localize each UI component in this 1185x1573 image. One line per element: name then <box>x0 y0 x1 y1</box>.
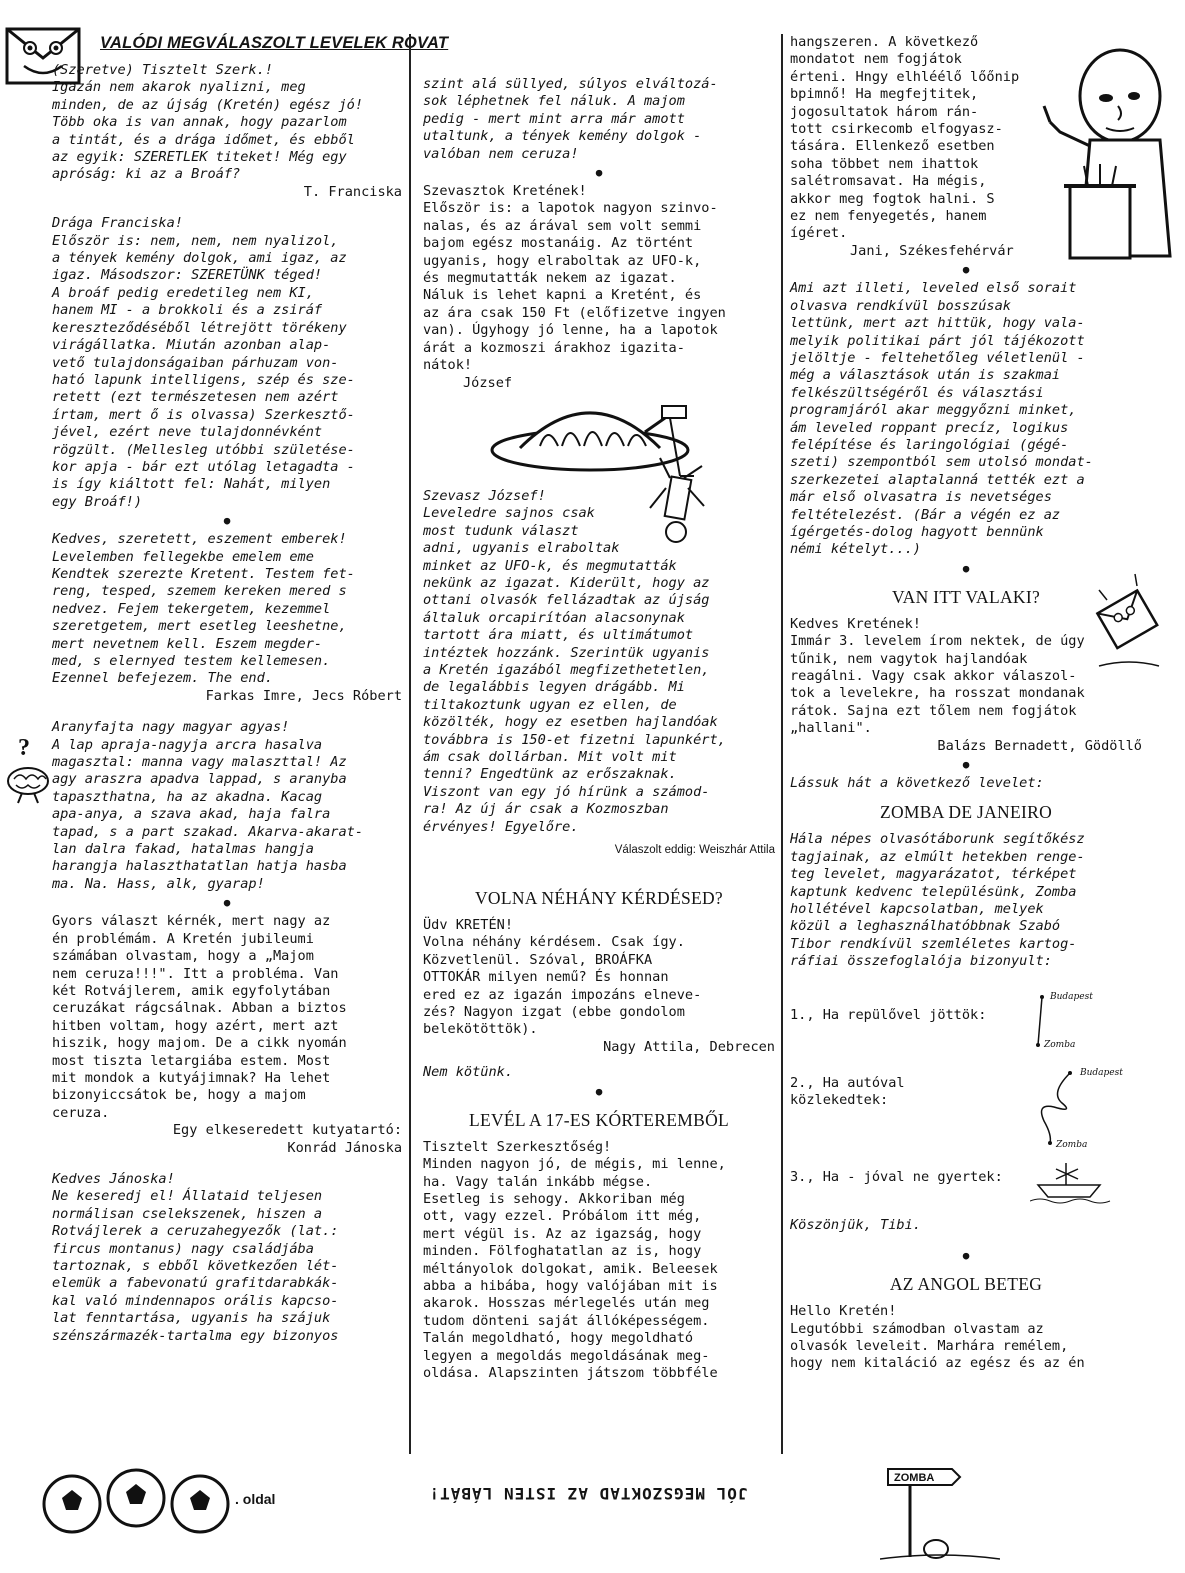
signature-farkas: Farkas Imre, Jecs Róbert <box>205 687 402 704</box>
reply-jozsef: Szevasz József! Leveledre sajnos csak most tudunk választ adni, ugyanis elraboltak minket az UFO-k, és megmutatták nekünk az igazat. Kiderült, hogy az ottani olvasók fellázadtak az újság általuk orcapirítóan alacsonynak tartott ára miatt, és ultimátumot intéztek hozzánk. Szerintük ugyanis a Kretén igazából megfizethetetlen, de legalábbis legyen drágább. Mi tiltakoztunk ugyan ez ellen, de közölték, hogy ez esetben hajlandóak továbbra is 150-et fizetni lapunkért, ám csak dollárban. Mit volt mit tenni? Engedtünk az erőszaknak. Viszont van egy jó hírünk a számod- ra! Az új ár csak a Kozmoszban érvényes! Egyelőre. <box>423 487 726 835</box>
brain-question-icon <box>2 735 62 805</box>
section-title: VALÓDI MEGVÁLASZOLT LEVELEK ROVAT <box>100 34 449 52</box>
map-label-plane: 1., Ha repülővel jöttök: <box>790 1006 987 1023</box>
heading-az-angol-beteg: AZ ANGOL BETEG <box>889 1274 1043 1295</box>
heading-volna-nehany-kerdesed: VOLNA NÉHÁNY KÉRDÉSED? <box>474 888 723 909</box>
map-plane-sketch-icon <box>1030 985 1140 1057</box>
reply-balazs: Lássuk hát a következő levelet: <box>790 775 1044 792</box>
map-route-plane <box>790 985 1142 1063</box>
reply-konrad-continued: szint alá süllyed, súlyos elváltozá- sok léphetnek fel náluk. A majom pedig - mert mint arra már amott utaltunk, a tények kemény dolgok - valóban nem ceruza! <box>423 76 718 162</box>
column-divider <box>409 34 411 1454</box>
heading-zomba-de-janeiro: ZOMBA DE JANEIRO <box>879 802 1053 823</box>
map-route-car <box>790 1063 1142 1155</box>
letter-nagy-attila: Üdv KRETÉN! Volna néhány kérdésem. Csak így. Közvetlenül. Szóval, BROÁFKA OTTOKÁR milyen nemű? És honnan ered ez az igazán impozáns elneve- zés? Nagyon izgat (ebbe gondolom belekötöttök). <box>423 917 702 1038</box>
map-route-boat <box>790 1155 1142 1217</box>
ufo-abduction-icon <box>480 388 750 568</box>
football-page-number-icon <box>40 1460 230 1540</box>
separator-dot: ● <box>595 1084 603 1098</box>
signature-balazs: Balázs Bernadett, Gödöllő <box>937 737 1142 754</box>
separator-dot: ● <box>962 561 970 575</box>
map-car-sketch-icon <box>1010 1063 1140 1153</box>
separator-dot: ● <box>962 263 970 277</box>
signature-jani: Jani, Székesfehérvár <box>850 242 1014 259</box>
reply-franciska: Drága Franciska! Először is: nem, nem, nem nyalizol, a tények kemény dolgok, ami igaz, az igaz. Másodszor: SZERETÜNK téged! A broáf pedig eredetileg nem KI, hanem MI - a brokkoli és a zsiráf kereszteződéséből létrejött törékeny virágállatka. Miután azonban alap- vető tulajdonságaiban párhuzam von- ható lapunk intelligens, szép és sze- retett (ezt természetesen nem azért írtam, mert ő is olvassa) Szerkesztő- jével, ezért neve tulajdonnévként rögzült. (Mellesleg utóbbi születése- kor apja - bár ezt utólag letagadta - is így kiáltott fel: Nahát, milyen egy Broáf!) <box>52 215 355 510</box>
reply-jani: Ami azt illeti, leveled első sorait olvasva rendkívül bosszúsak lettünk, mert azt hittük, hogy vala- melyik politikai párt jól tájékozott jelöltje - feltehetőleg véletlenül - még a választások után is szakmai felkészültségéről és választási programjáról akar meggyőzni minket, ám leveled roppant precíz, logikus felépítése és laringológiai (gégé- szeti) szempontból sem utolsó mondat- szerkezetei alaptalanná tették ezt a már első olvasatra is nevetséges feltételezést. (Bár a végén ez az ígérgetés-dolog hagyott bennünk némi kételyt...) <box>790 280 1093 558</box>
separator-dot: ● <box>223 896 231 910</box>
letter-korterem-continued: hangszeren. A következő mondatot nem fogjátok érteni. Hngy elhléélő lőőnip bpimnő! Ha megfejtitek, jogosultatok három rán- tott csirkecomb elfogyasz- tására. Ellenkező esetben soha többet nem ihattok salétromsavat. Ha mégis, akkor meg fogtok halni. S ez nem fenyegetés, hanem ígéret. <box>790 34 1020 242</box>
map-from-label: Budapest <box>1080 1067 1123 1078</box>
map-to-label: Zomba <box>1056 1139 1088 1150</box>
reply-farkas: Aranyfajta nagy magyar agyas! A lap apraja-nagyja arcra hasalva magasztal: manna vagy malaszttal! Az agy araszra apadva lappad, s aranyba tapaszthatna, ha az akadna. Kacag apa-anya, a szava akad, haja falra tapad, s a part szakad. Akarva-akarat- lan dalra fakad, hatalmas hangja harangja halaszthatatlan hatja hasba ma. Na. Hass, alk, gyarap! <box>52 719 363 892</box>
map-label-boat: 3., Ha - jóval ne gyertek: <box>790 1168 1003 1185</box>
upside-down-slogan: JÓL MEGSZOKTAD AZ ISTEN LÁBÁT! <box>428 1484 748 1503</box>
separator-dot: ● <box>595 166 603 180</box>
signature-nagy-attila: Nagy Attila, Debrecen <box>603 1038 775 1055</box>
bald-speaker-cartoon-icon <box>1040 36 1180 266</box>
separator-dot: ● <box>223 514 231 528</box>
page-number-label: . oldal <box>235 1491 276 1507</box>
thanks-tibi: Köszönjük, Tibi. <box>790 1216 921 1233</box>
answer-credit: Válaszolt eddig: Weiszhár Attila <box>614 844 775 857</box>
column-1 <box>52 62 402 1345</box>
falling-envelope-cartoon-icon <box>1085 570 1175 680</box>
reply-konrad: Kedves Jánoska! Ne keseredj el! Állataid teljesen normálisan cselekszenek, hiszen a Rotvájlerek a ceruzahegyezők (lat.: fircus montanus) nagy családjába tartoznak, s ebből következően lét- elemük a fabevonatú grafitdarabkák- kal való mindennapos orális kapcso- lat fenntartása, ugyanis ha szájuk szénszármazék-tartalma egy bizonyos <box>52 1170 339 1344</box>
letter-farkas: Kedves, szeretett, eszement emberek! Levelemben fellegekbe emelem eme Kendtek szerezte Kretent. Testem fet- reng, tesped, szemem kereken mered s nedvez. Fejem tekergetem, kezemmel szeretgetem, mert esetleg leeshetne, mert nevetnem kell. Eszem megder- med, s elernyed testem kellemesen. Ezennel befejezem. The end. <box>52 531 355 687</box>
reply-nagy-attila: Nem kötünk. <box>423 1064 514 1081</box>
heading-van-itt-valaki: VAN ITT VALAKI? <box>891 586 1041 607</box>
letter-zomba-intro: Hála népes olvasótáborunk segítőkész tagjainak, az elmúlt hetekben renge- teg levelet, magyarázatot, térképet kaptunk kedvenc településünk, Zomba hollétével kapcsolatban, melyek közül a leghasználhatóbbnak Szabó Tibor rendkívül szemléletes kartog- ráfiai összefoglalója bizonyult: <box>790 831 1085 970</box>
heading-level-a-korterembol: LEVÉL A 17-ES KÓRTEREMBŐL <box>468 1109 730 1130</box>
separator-dot: ● <box>962 1249 970 1263</box>
map-from-label: Budapest <box>1050 991 1093 1002</box>
svg-text:?: ? <box>18 735 30 761</box>
signpost-label: ZOMBA <box>894 1472 935 1484</box>
map-to-label: Zomba <box>1044 1039 1076 1050</box>
column-divider <box>781 34 783 1454</box>
letter-jozsef: Szevasztok Kretének! Először is: a lapotok nagyon szinvo- nalas, és az árával sem volt semmi bajom egész mostanáig. Az történt ugyanis, hogy elraboltak az UFO-k, és megmutatták nekem az igazat. Náluk is lehet kapni a Kretént, és az ára csak 150 Ft (előfizetve ingyen van). Úgyhogy jó lenne, ha a lapotok árát a kozmoszi árakhoz igazita- nátok! <box>423 183 726 374</box>
letter-konrad: Gyors választ kérnék, mert nagy az én problémám. A Kretén jubileumi számában olvastam, hogy a „Majom nem ceruza!!!". Itt a probléma. Van két Rotvájlerem, amik egyfolytában ceruzákat rágcsálnak. Abban a biztos hitben voltam, hogy azért, mert azt hiszik, hogy majom. De a cikk nyomán most tiszta letargiába estem. Most mit mondok a kutyájimnak? Ha lehet bizonyiccsátok be, hogy a majom ceruza. <box>52 913 347 1121</box>
map-label-car: 2., Ha autóval közlekedtek: <box>790 1074 905 1109</box>
letter-korterem: Tisztelt Szerkesztőség! Minden nagyon jó, de mégis, mi lenne, ha. Vagy talán inkább mégse. Esetleg is sehogy. Akkoriban még ott, vagy ezzel. Próbálom itt még, mert végül is. Az az igazság, hogy minden. Fölfoghatatlan az is, hogy méltányolok dolgokat, amik. Beleesek abba a hibába, hogy valójában mit is akarok. Hosszas mérlegelés után meg tudom dönteni saját állóképességem. Talán megoldható, hogy megoldható legyen a megoldás megoldásának meg- oldása. Alapszinten játszom többféle <box>423 1138 726 1381</box>
signature-franciska: T. Franciska <box>303 183 402 200</box>
map-boat-sketch-icon <box>1030 1155 1130 1205</box>
letter-balazs: Kedves Kretének! Immár 3. levelem írom nektek, de úgy tűnik, nem vagytok hajlandóak reagálni. Vagy csak akkor válaszol- tok a levelekre, ha rosszat mondanak rátok. Sajna ezt tőlem nem fogjátok „hallani". <box>790 615 1085 737</box>
zomba-signpost-cartoon-icon <box>880 1465 1000 1565</box>
signature-konrad: Egy elkeseredett kutyatartó: Konrád Jánoska <box>172 1122 402 1156</box>
letter-angol-beteg: Hello Kretén! Legutóbbi számodban olvastam az olvasók leveleit. Marhára remélem, hogy nem kitaláció az egész és az én <box>790 1303 1085 1372</box>
letter-franciska: (Szeretve) Tisztelt Szerk.! Igazán nem akarok nyalizni, meg minden, de az újság (Kretén) egész jó! Több oka is van annak, hogy pazarlom a tintát, és a drága időmet, és ebből az egyik: SZERETLEK titeket! Még egy apróság: ki az a Broáf? <box>52 62 363 183</box>
column-2 <box>423 76 775 1382</box>
signature-jozsef: József <box>463 374 513 391</box>
separator-dot: ● <box>962 758 970 772</box>
